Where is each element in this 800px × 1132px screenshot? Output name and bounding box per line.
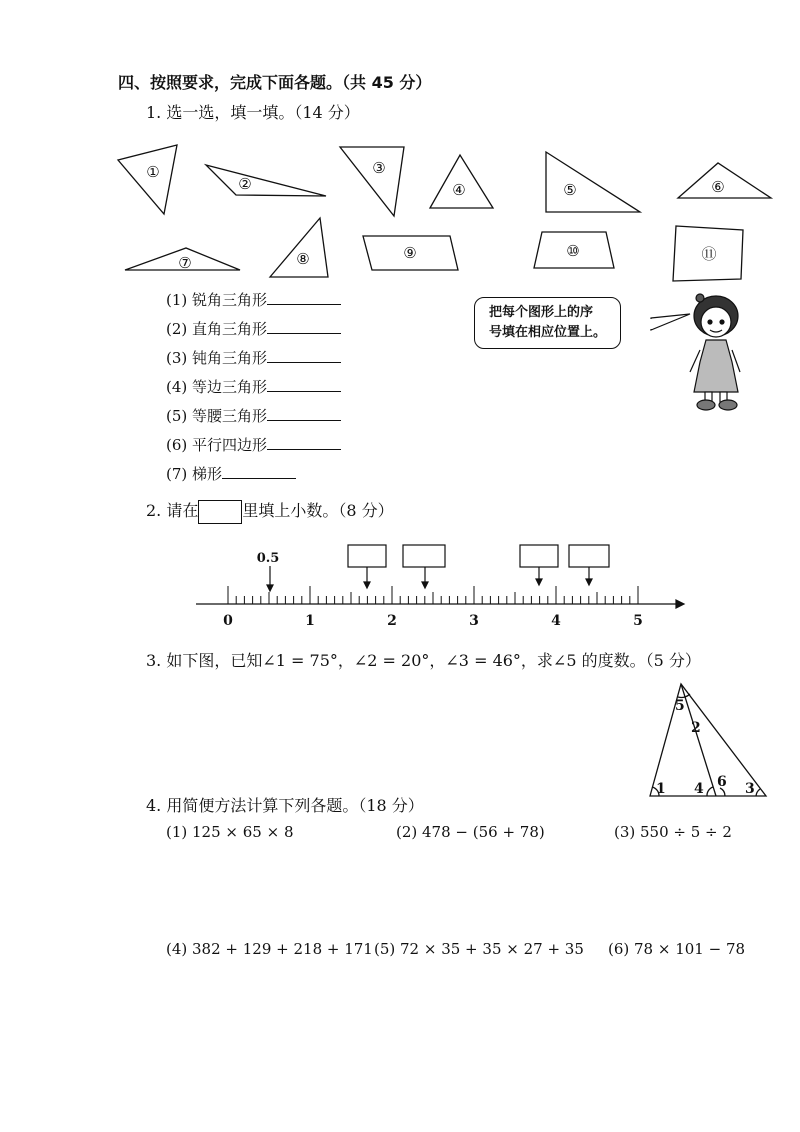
calc-5: (5) 72 × 35 + 35 × 27 + 35 (374, 940, 584, 958)
number-line-label-5: 5 (633, 613, 643, 629)
number-line-label-1: 1 (305, 613, 315, 629)
q1-item-6: (6) 平行四边形 (166, 434, 341, 455)
q1-item-3: (3) 钝角三角形 (166, 347, 341, 368)
bubble-line-1: 把每个图形上的序 (489, 305, 594, 320)
angle-label-3: 3 (745, 781, 755, 797)
number-line-label-4: 4 (551, 613, 561, 629)
q1-item-7: (7) 梯形 (166, 463, 296, 484)
angle-arc-2 (685, 694, 690, 697)
calc-6: (6) 78 × 101 − 78 (608, 940, 746, 958)
question-2-title: 2. 请在 里填上小数。（8 分） (146, 498, 394, 524)
question-1-title: 1. 选一选，填一填。（14 分） (146, 103, 360, 122)
q1-item-4: (4) 等边三角形 (166, 376, 341, 397)
shape-label-4: ④ (452, 181, 466, 199)
q1-item-5: (5) 等腰三角形 (166, 405, 341, 426)
number-line-label-2: 2 (387, 613, 397, 629)
outer-triangle (650, 684, 766, 796)
shape-label-8: ⑧ (296, 250, 310, 268)
shape-label-6: ⑥ (711, 178, 725, 196)
shape-label-5: ⑤ (563, 181, 577, 199)
number-line-label-3: 3 (469, 613, 479, 629)
angle-label-1: 1 (656, 781, 666, 797)
shape-label-2: ② (238, 175, 252, 193)
number-line-label-0: 0 (223, 613, 233, 629)
angle-label-2: 2 (691, 720, 701, 736)
shape-label-11: ⑪ (701, 245, 717, 263)
calc-4: (4) 382 + 129 + 218 + 171 (166, 940, 373, 958)
shape-label-7: ⑦ (178, 254, 192, 272)
angle-arc-4 (707, 787, 713, 796)
calc-1: (1) 125 × 65 × 8 (166, 823, 294, 841)
angle-label-4: 4 (694, 781, 704, 797)
question-3-title: 3. 如下图，已知∠1 = 75°，∠2 = 20°，∠3 = 46°，求∠5 的度数。（5 分） (146, 651, 701, 670)
calc-2: (2) 478 − (56 + 78) (396, 823, 545, 841)
q1-item-2: (2) 直角三角形 (166, 318, 341, 339)
shape-label-1: ① (146, 163, 160, 181)
section-title: 四、按照要求，完成下面各题。（共 45 分） (118, 73, 432, 92)
angle-label-5: 5 (675, 698, 685, 714)
angle-label-6: 6 (717, 774, 727, 790)
angle-arc-3 (756, 789, 760, 796)
calc-3: (3) 550 ÷ 5 ÷ 2 (614, 823, 732, 841)
q1-item-1: (1) 锐角三角形 (166, 289, 341, 310)
inner-segment (681, 684, 716, 796)
shape-label-3: ③ (372, 159, 386, 177)
marker-label: 0.5 (256, 551, 280, 566)
bubble-line-2: 号填在相应位置上。 (489, 325, 607, 340)
question-4-title: 4. 用简便方法计算下列各题。（18 分） (146, 796, 424, 815)
shape-label-10: ⑩ (566, 242, 580, 260)
shape-label-9: ⑨ (403, 244, 417, 262)
